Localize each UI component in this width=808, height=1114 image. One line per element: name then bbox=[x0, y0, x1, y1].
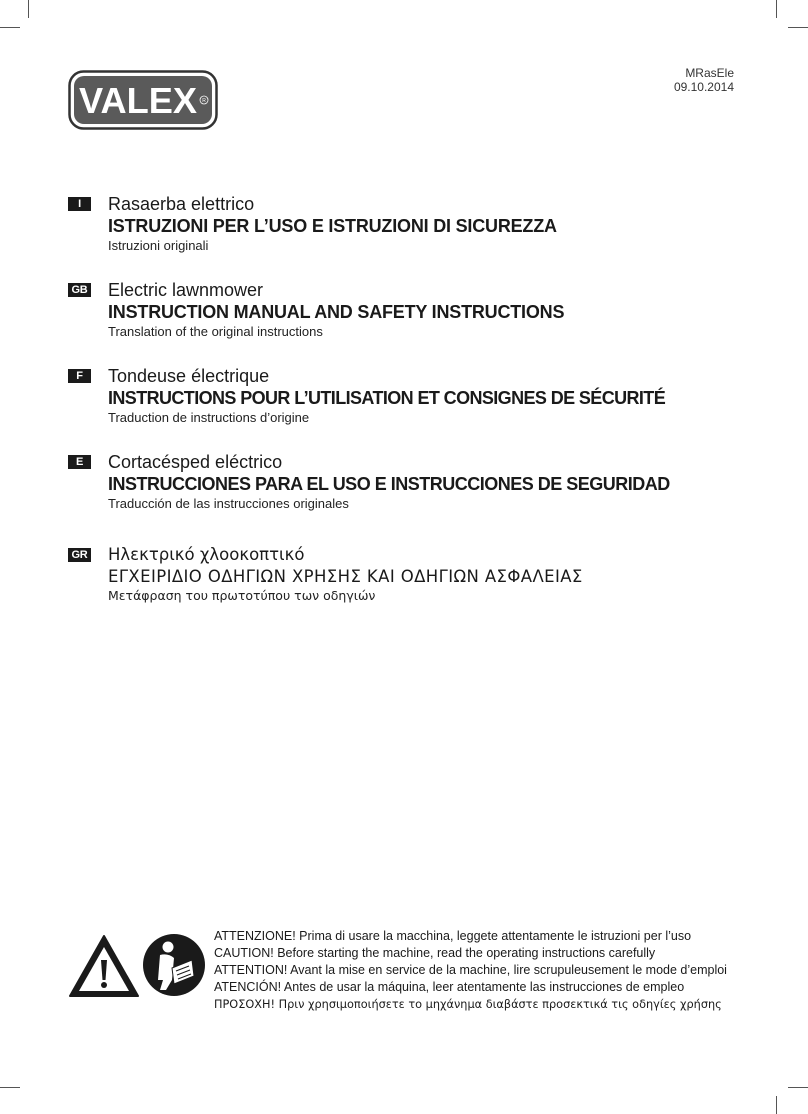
valex-logo bbox=[68, 70, 218, 130]
warning-en: CAUTION! Before starting the machine, read the operating instructions carefully bbox=[214, 946, 656, 960]
language-badge: I bbox=[68, 197, 91, 211]
manual-subtitle: Istruzioni originali bbox=[108, 238, 209, 253]
product-name: Ηλεκτρικό χλοοκοπτικό bbox=[108, 545, 305, 564]
manual-title: INSTRUCTIONS POUR L’UTILISATION ET CONSIGNES DE SÉCURITÉ bbox=[108, 388, 666, 408]
crop-mark bbox=[788, 1087, 808, 1088]
language-badge: GR bbox=[68, 548, 91, 562]
warning-it: ATTENZIONE! Prima di usare la macchina, leggete attentamente le istruzioni per l’uso bbox=[214, 929, 692, 943]
manual-title: INSTRUCCIONES PARA EL USO E INSTRUCCIONES DE SEGURIDAD bbox=[108, 474, 670, 494]
warning-es: ATENCIÓN! Antes de usar la máquina, leer atentamente las instrucciones de empleo bbox=[214, 980, 685, 994]
manual-subtitle: Translation of the original instructions bbox=[108, 324, 323, 339]
product-name: Rasaerba elettrico bbox=[108, 194, 255, 214]
manual-title: ΕΓΧΕΙΡΙΔΙΟ ΟΔΗΓΙΩΝ ΧΡΗΣΗΣ ΚΑΙ ΟΔΗΓΙΩΝ ΑΣΦΑΛΕΙΑΣ bbox=[108, 567, 583, 586]
warning-triangle-icon bbox=[70, 936, 138, 996]
crop-mark bbox=[28, 0, 29, 18]
crop-mark bbox=[0, 27, 20, 28]
manual-title: INSTRUCTION MANUAL AND SAFETY INSTRUCTIONS bbox=[108, 302, 565, 322]
crop-mark bbox=[776, 0, 777, 18]
read-manual-icon bbox=[143, 934, 205, 996]
manual-subtitle: Traduction de instructions d’origine bbox=[108, 410, 310, 425]
language-badge: E bbox=[68, 455, 91, 469]
document-code: MRasEle bbox=[685, 66, 734, 80]
manual-subtitle: Traducción de las instrucciones originales bbox=[108, 496, 349, 511]
warning-gr: ΠΡΟΣΟΧΗ! Πριν χρησιμοποιήσετε το μηχάνημα διαβάστε προσεκτικά τις οδηγίες χρήσης bbox=[214, 998, 722, 1011]
crop-mark bbox=[776, 1096, 777, 1114]
safety-warnings bbox=[214, 928, 727, 1013]
product-name: Tondeuse électrique bbox=[108, 366, 270, 386]
language-badge: GB bbox=[68, 283, 91, 297]
product-name: Cortacésped eléctrico bbox=[108, 452, 283, 472]
language-badge: F bbox=[68, 369, 91, 383]
document-date: 09.10.2014 bbox=[673, 80, 734, 94]
crop-mark bbox=[788, 27, 808, 28]
product-name: Electric lawnmower bbox=[108, 280, 264, 300]
brand-name: VALEX bbox=[79, 80, 197, 121]
document-meta bbox=[674, 66, 734, 94]
manual-subtitle: Μετάφραση του πρωτοτύπου των οδηγιών bbox=[108, 588, 376, 603]
safety-icons bbox=[68, 930, 208, 1000]
manual-title: ISTRUZIONI PER L’USO E ISTRUZIONI DI SICUREZZA bbox=[108, 216, 557, 236]
warning-fr: ATTENTION! Avant la mise en service de la machine, lire scrupuleusement le mode d’emploi bbox=[214, 963, 727, 977]
crop-mark bbox=[0, 1087, 20, 1088]
svg-text:R: R bbox=[202, 98, 206, 104]
